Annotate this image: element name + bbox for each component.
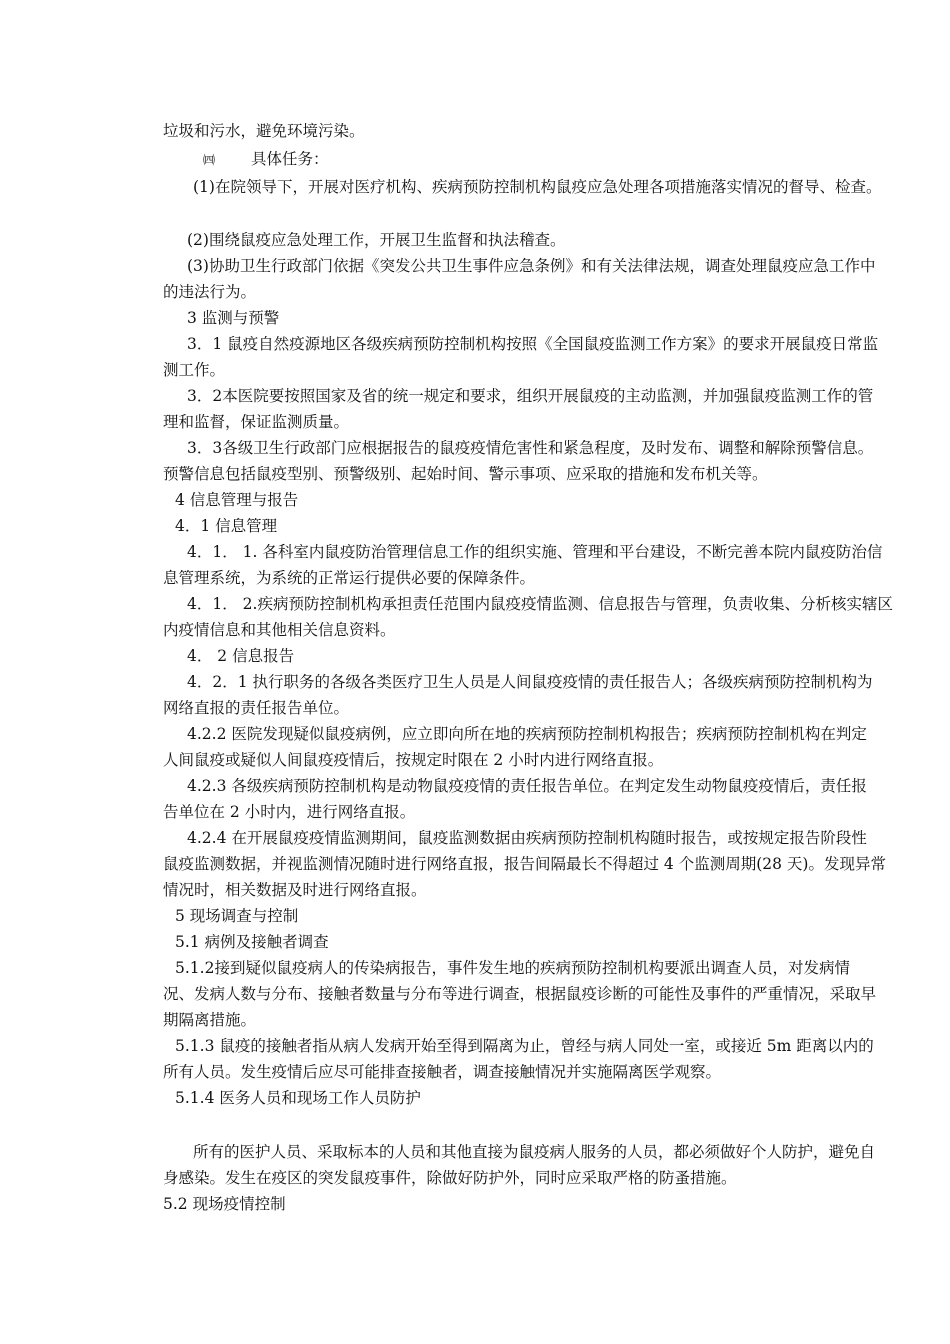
text-line: 理和监督，保证监测质量。	[163, 413, 350, 431]
text-line: 所有人员。发生疫情后应尽可能排查接触者，调查接触情况并实施隔离医学观察。	[163, 1063, 722, 1081]
text-line: 告单位在 2 小时内，进行网络直报。	[163, 803, 416, 821]
text-line: 4．1． 2.疾病预防控制机构承担责任范围内鼠疫疫情监测、信息报告与管理，负责收集、分析核实辖区	[187, 595, 893, 613]
heading: 4．1 信息管理	[175, 517, 278, 535]
text-line: 4．1． 1. 各科室内鼠疫防治管理信息工作的组织实施、管理和平台建设，不断完善本院内鼠疫防治信	[187, 543, 883, 561]
text-line: 垃圾和污水，避免环境污染。	[163, 122, 365, 140]
section-heading	[203, 146, 950, 173]
text-line: 4.2.4 在开展鼠疫疫情监测期间，鼠疫监测数据由疾病预防控制机构随时报告，或按规定报告阶段性	[187, 829, 867, 847]
text-line: 人间鼠疫或疑似人间鼠疫疫情后，按规定时限在 2 小时内进行网络直报。	[163, 751, 664, 769]
text-line: 4.2.2 医院发现疑似鼠疫病例，应立即向所在地的疾病预防控制机构报告；疾病预防控制机构在判定	[187, 725, 867, 743]
heading: 5.1 病例及接触者调查	[175, 933, 329, 951]
text-line: 5.1.3 鼠疫的接触者指从病人发病开始至得到隔离为止，曾经与病人同处一室，或接近 5m 距离以内的	[175, 1037, 874, 1055]
text-line: 情况时，相关数据及时进行网络直报。	[163, 881, 427, 899]
text-line: 预警信息包括鼠疫型别、预警级别、起始时间、警示事项、应采取的措施和发布机关等。	[163, 465, 768, 483]
text-line: 网络直报的责任报告单位。	[163, 699, 350, 717]
heading: 5.2 现场疫情控制	[163, 1195, 286, 1213]
text-line: (3)协助卫生行政部门依据《突发公共卫生事件应急条例》和有关法律法规，调查处理鼠疫应急工作中	[187, 257, 876, 275]
heading: 5.1.4 医务人员和现场工作人员防护	[175, 1089, 421, 1107]
text-line: 3．1 鼠疫自然疫源地区各级疾病预防控制机构按照《全国鼠疫监测工作方案》的要求开展鼠疫日常监	[187, 335, 879, 353]
section-marker: ㈣	[203, 153, 216, 167]
text-line: 身感染。发生在疫区的突发鼠疫事件，除做好防护外，同时应采取严格的防蚤措施。	[163, 1169, 737, 1187]
text-line: 鼠疫监测数据，并视监测情况随时进行网络直报，报告间隔最长不得超过 4 个监测周期(28 天)。发现异常	[163, 855, 886, 873]
text-line: 期隔离措施。	[163, 1011, 257, 1029]
text-line: 内疫情信息和其他相关信息资料。	[163, 621, 396, 639]
heading: 5 现场调查与控制	[175, 907, 299, 925]
text-line: 况、发病人数与分布、接触者数量与分布等进行调查，根据鼠疫诊断的可能性及事件的严重情况，采取早	[163, 985, 877, 1003]
heading: 4． 2 信息报告	[187, 647, 295, 665]
text-line: 所有的医护人员、采取标本的人员和其他直接为鼠疫病人服务的人员，都必须做好个人防护，避免自	[193, 1143, 876, 1161]
text-line: 3．2本医院要按照国家及省的统一规定和要求，组织开展鼠疫的主动监测，并加强鼠疫监测工作的管	[187, 387, 874, 405]
text-line: 4．2．1 执行职务的各级各类医疗卫生人员是人间鼠疫疫情的责任报告人；各级疾病预防控制机构为	[187, 673, 873, 691]
text-line: 3．3各级卫生行政部门应根据报告的鼠疫疫情危害性和紧急程度，及时发布、调整和解除预警信息。	[187, 439, 874, 457]
heading: 3 监测与预警	[187, 309, 280, 327]
section-heading-text: 具体任务：	[251, 150, 329, 168]
text-line: 的违法行为。	[163, 283, 257, 301]
text-line: 4.2.3 各级疾病预防控制机构是动物鼠疫疫情的责任报告单位。在判定发生动物鼠疫疫情后，责任报	[187, 777, 867, 795]
heading: 4 信息管理与报告	[175, 491, 299, 509]
text-line: (2)围绕鼠疫应急处理工作，开展卫生监督和执法稽查。	[187, 231, 566, 249]
text-line: 测工作。	[163, 361, 226, 379]
text-line: 5.1.2接到疑似鼠疫病人的传染病报告，事件发生地的疾病预防控制机构要派出调查人员，对发病情	[175, 959, 850, 977]
text-line: (1)在院领导下，开展对医疗机构、疾病预防控制机构鼠疫应急处理各项措施落实情况的督导、检查。	[193, 178, 882, 196]
text-line: 息管理系统，为系统的正常运行提供必要的保障条件。	[163, 569, 536, 587]
